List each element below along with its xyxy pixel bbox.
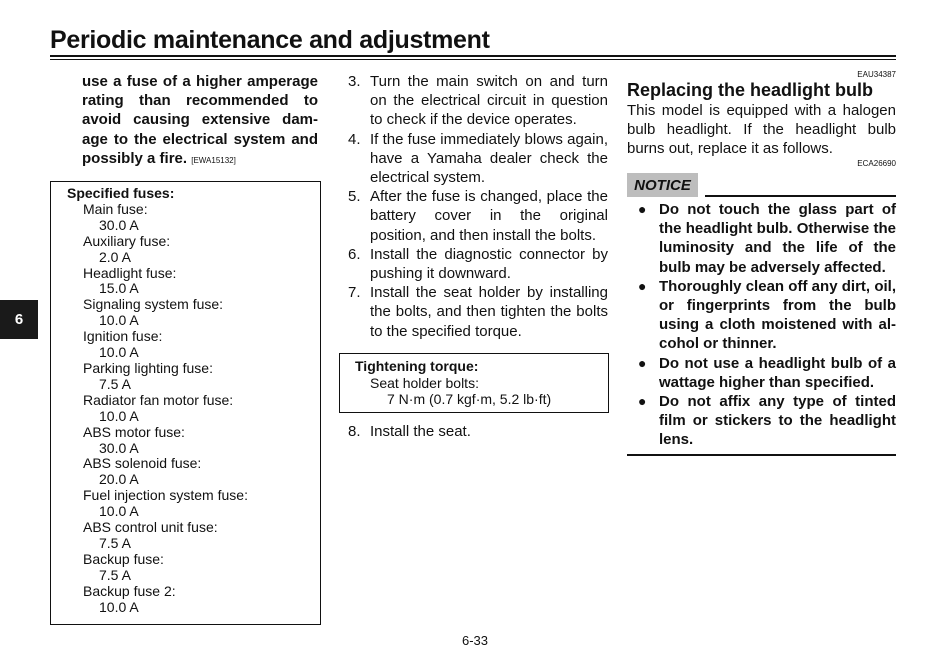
page-title: Periodic maintenance and adjustment bbox=[50, 26, 490, 54]
step-item bbox=[348, 283, 608, 341]
torque-header: Tightening torque: bbox=[355, 358, 479, 374]
step-text: If the fuse immediately blows again, have a Yamaha dealer check the electrical system. bbox=[370, 130, 608, 187]
notice-code: ECA26690 bbox=[857, 158, 896, 168]
fuse-value: 30.0 A bbox=[99, 439, 139, 456]
step-item bbox=[348, 245, 608, 283]
fuse-value: 10.0 A bbox=[99, 312, 139, 329]
fuse-list bbox=[67, 202, 320, 616]
fuse-name: Backup fuse: bbox=[83, 550, 164, 567]
fuse-name: Backup fuse 2: bbox=[83, 582, 176, 599]
torque-value: 7 N·m (0.7 kgf·m, 5.2 lb·ft) bbox=[387, 391, 552, 407]
fuse-value: 10.0 A bbox=[99, 344, 139, 361]
headlight-section bbox=[627, 70, 896, 168]
notice-header bbox=[627, 173, 896, 197]
section-code: EAU34387 bbox=[857, 70, 896, 79]
notice-item bbox=[638, 354, 896, 392]
notice-item bbox=[638, 200, 896, 277]
fuse-value: 7.5 A bbox=[99, 534, 131, 551]
notice-end-rule bbox=[627, 454, 896, 456]
fuse-name: Fuel injection system fuse: bbox=[83, 487, 248, 504]
step-number: 8. bbox=[348, 423, 361, 440]
fuse-value: 7.5 A bbox=[99, 566, 131, 583]
notice-item-text: Do not affix any type of tinted film or stickers to the headlight lens. bbox=[659, 393, 896, 449]
fuse-value: 20.0 A bbox=[99, 471, 139, 488]
step-number: 7. bbox=[348, 284, 361, 302]
fuse-name: Parking lighting fuse: bbox=[83, 359, 213, 376]
fuse-name: Radiator fan motor fuse: bbox=[83, 391, 234, 408]
section-intro: This model is equipped with a halogen bulb headlight. If the headlight bulb burns out, replace it as follows. bbox=[627, 102, 896, 158]
fuse-name: Headlight fuse: bbox=[83, 264, 177, 281]
title-rule-thin bbox=[50, 59, 896, 60]
step-text: Turn the main switch on and turn on the electrical circuit in question to check if the device operates. bbox=[370, 73, 608, 129]
notice-item-text: Do not use a headlight bulb of a wattage higher than specified. bbox=[659, 354, 896, 391]
fuse-name: ABS solenoid fuse: bbox=[83, 455, 202, 472]
notice-item bbox=[638, 277, 896, 354]
notice-item bbox=[638, 392, 896, 450]
fuse-name: Auxiliary fuse: bbox=[83, 232, 171, 249]
step-text: Install the diagnostic connector by pushing it downward. bbox=[370, 245, 608, 283]
notice-item-text: Do not touch the glass part of the headlight bulb. Otherwise the luminosity and the life of the bulb may be adversely affected. bbox=[659, 201, 896, 276]
step-text: Install the seat. bbox=[370, 423, 471, 440]
fuses-header: Specified fuses: bbox=[67, 185, 175, 201]
tightening-torque-box bbox=[339, 353, 609, 413]
step-item bbox=[348, 72, 608, 130]
step-number: 4. bbox=[348, 130, 361, 148]
bullet-icon: ● bbox=[638, 393, 647, 410]
fuse-name: ABS control unit fuse: bbox=[83, 519, 218, 536]
step-item bbox=[348, 130, 608, 188]
fuse-name: Ignition fuse: bbox=[83, 328, 163, 345]
chapter-tab[interactable]: 6 bbox=[0, 300, 38, 339]
step-number: 5. bbox=[348, 188, 361, 206]
notice-badge: NOTICE bbox=[627, 173, 698, 197]
fuse-value: 10.0 A bbox=[99, 598, 139, 615]
step-item bbox=[348, 187, 608, 245]
fuse-name: Signaling system fuse: bbox=[83, 296, 224, 313]
step-number: 6. bbox=[348, 245, 361, 263]
fuse-value: 2.0 A bbox=[99, 248, 131, 265]
fuse-name: ABS motor fuse: bbox=[83, 423, 185, 440]
bullet-icon: ● bbox=[638, 277, 647, 294]
step-text: Install the seat holder by installing the bolts, and then tighten the bolts to the specified torque. bbox=[370, 284, 608, 340]
fuse-name: Main fuse: bbox=[83, 200, 148, 217]
notice-rule bbox=[705, 195, 896, 197]
warning-continuation bbox=[82, 72, 318, 170]
section-heading: Replacing the headlight bulb bbox=[627, 80, 874, 100]
fuse-value: 15.0 A bbox=[99, 280, 139, 297]
warning-text: use a fuse of a higher amperage rating than recommended to avoid causing extensive dam-age to the electrical system and possibly a fire. bbox=[82, 73, 318, 167]
step-text: After the fuse is changed, place the battery cover in the original position, and then install the bolts. bbox=[370, 188, 608, 244]
notice-list bbox=[638, 200, 896, 450]
fuse-value: 10.0 A bbox=[99, 407, 139, 424]
bullet-icon: ● bbox=[638, 354, 647, 371]
notice-item-text: Thoroughly clean off any dirt, oil, or fingerprints from the bulb using a cloth moistened with al-cohol or thinner. bbox=[659, 277, 896, 353]
steps-list bbox=[348, 72, 608, 341]
fuse-value: 30.0 A bbox=[99, 216, 139, 233]
title-rule bbox=[50, 55, 896, 57]
steps-column bbox=[348, 72, 608, 341]
fuse-value: 7.5 A bbox=[99, 375, 131, 392]
warning-code: [EWA15132] bbox=[191, 155, 236, 165]
step-number: 3. bbox=[348, 73, 361, 90]
bullet-icon: ● bbox=[638, 201, 647, 217]
specified-fuses-box bbox=[50, 181, 321, 625]
step-8 bbox=[348, 423, 608, 440]
fuse-value: 10.0 A bbox=[99, 503, 139, 520]
page-number: 6-33 bbox=[461, 633, 489, 648]
torque-name: Seat holder bolts: bbox=[370, 374, 479, 391]
